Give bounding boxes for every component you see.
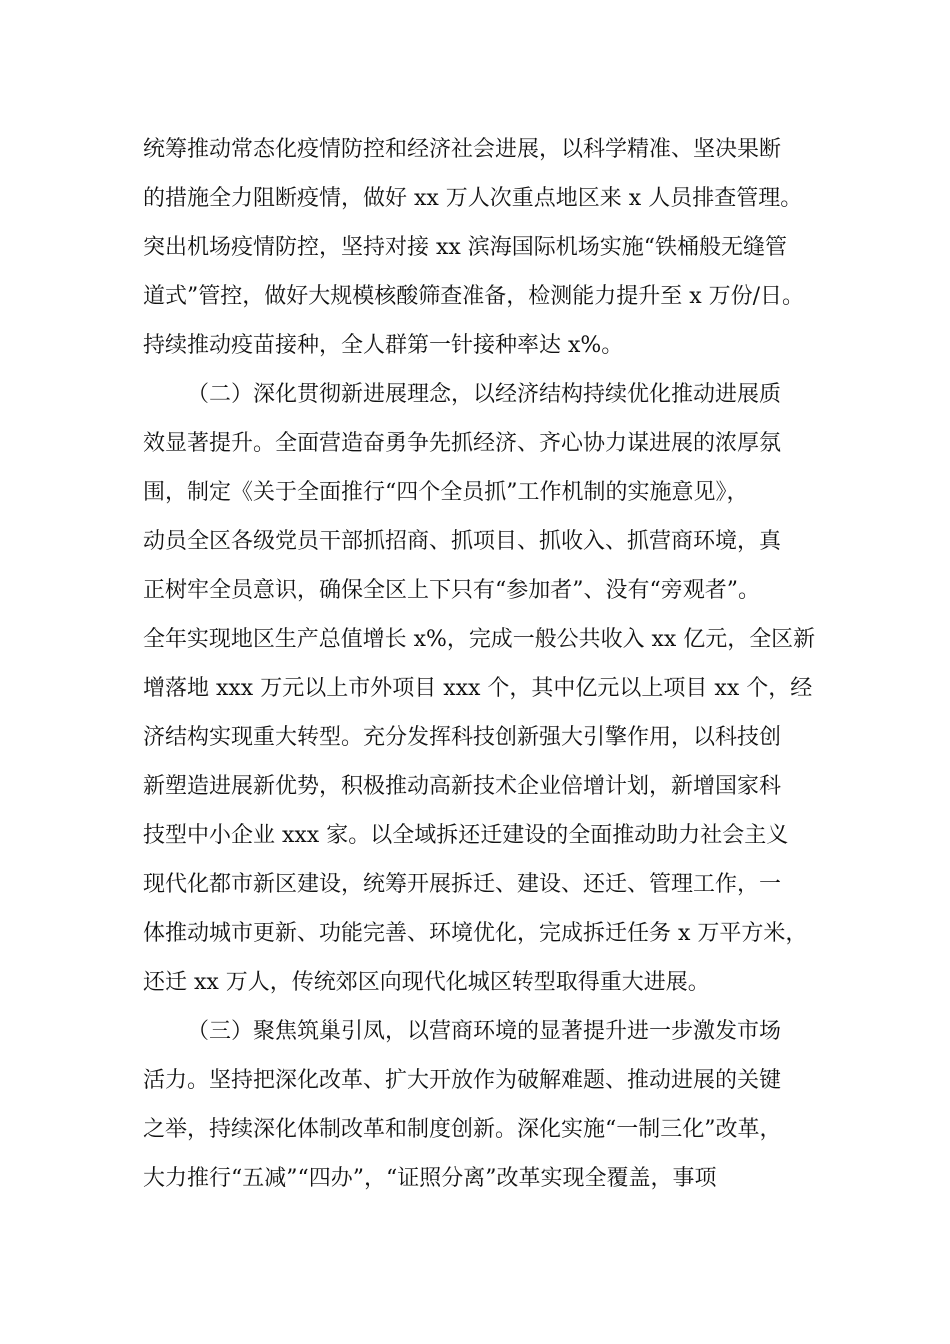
text-line-content: 的措施全力阻断疫情，做好 xx 万人次重点地区来 x 人员排查管理。: [143, 186, 803, 211]
text-line: [0, 1017, 950, 1067]
text-line: [0, 968, 950, 1018]
text-line: [0, 723, 950, 773]
text-line: [0, 1066, 950, 1116]
text-line-content: 还迁 xx 万人，传统郊区向现代化城区转型取得重大进展。: [143, 970, 710, 995]
text-line: [0, 233, 950, 283]
text-line-content: 现代化都市新区建设，统筹开展拆迁、建设、还迁、管理工作，一: [143, 872, 782, 897]
text-line-content: 突出机场疫情防控，坚持对接 xx 滨海国际机场实施“铁桶般无缝管: [143, 235, 788, 260]
text-line: [0, 184, 950, 234]
text-line: [0, 821, 950, 871]
text-line: [0, 625, 950, 675]
text-line-content: 正树牢全员意识，确保全区上下只有“参加者”、没有“旁观者”。: [143, 578, 760, 603]
text-line: [0, 1115, 950, 1165]
text-line-content: 围，制定《关于全面推行“四个全员抓”工作机制的实施意见》，: [143, 480, 749, 505]
text-line-content: 济结构实现重大转型。充分发挥科技创新强大引擎作用，以科技创: [143, 725, 782, 750]
text-line: [0, 772, 950, 822]
text-line-content: 新塑造进展新优势，积极推动高新技术企业倍增计划，新增国家科: [143, 774, 782, 799]
text-line-content: 增落地 xxx 万元以上市外项目 xxx 个，其中亿元以上项目 xx 个，经: [143, 676, 813, 701]
text-line-content: 全年实现地区生产总值增长 x%，完成一般公共收入 xx 亿元，全区新: [143, 627, 816, 652]
text-line: [0, 527, 950, 577]
text-line: [0, 429, 950, 479]
text-line: [0, 478, 950, 528]
text-line: [0, 331, 950, 381]
text-line: [0, 1164, 950, 1214]
text-line-content: 大力推行“五减”“四办”，“证照分离”改革实现全覆盖，事项: [143, 1166, 717, 1191]
text-line-content: 道式”管控，做好大规模核酸筛查准备，检测能力提升至 x 万份/日。: [143, 284, 805, 309]
text-line-content: 持续推动疫苗接种，全人群第一针接种率达 x%。: [143, 333, 624, 358]
text-line-content: 技型中小企业 xxx 家。以全域拆还迁建设的全面推动助力社会主义: [143, 823, 789, 848]
text-line-content: 活力。坚持把深化改革、扩大开放作为破解难题、推动进展的关键: [143, 1068, 782, 1093]
text-line-content: （三）聚焦筑巢引凤，以营商环境的显著提升进一步激发市场: [187, 1019, 782, 1044]
text-line-content: （二）深化贯彻新进展理念，以经济结构持续优化推动进展质: [187, 382, 782, 407]
text-line: [0, 674, 950, 724]
text-line-content: 动员全区各级党员干部抓招商、抓项目、抓收入、抓营商环境，真: [143, 529, 782, 554]
text-line-content: 统筹推动常态化疫情防控和经济社会进展，以科学精准、坚决果断: [143, 137, 782, 162]
text-line: [0, 919, 950, 969]
text-line: [0, 576, 950, 626]
text-line-content: 体推动城市更新、功能完善、环境优化，完成拆迁任务 x 万平方米，: [143, 921, 808, 946]
text-line: [0, 380, 950, 430]
text-line-content: 效显著提升。全面营造奋勇争先抓经济、齐心协力谋进展的浓厚氛: [143, 431, 782, 456]
text-line: [0, 870, 950, 920]
text-line: [0, 282, 950, 332]
text-line-content: 之举，持续深化体制改革和制度创新。深化实施“一制三化”改革，: [143, 1117, 782, 1142]
text-line: [0, 135, 950, 185]
